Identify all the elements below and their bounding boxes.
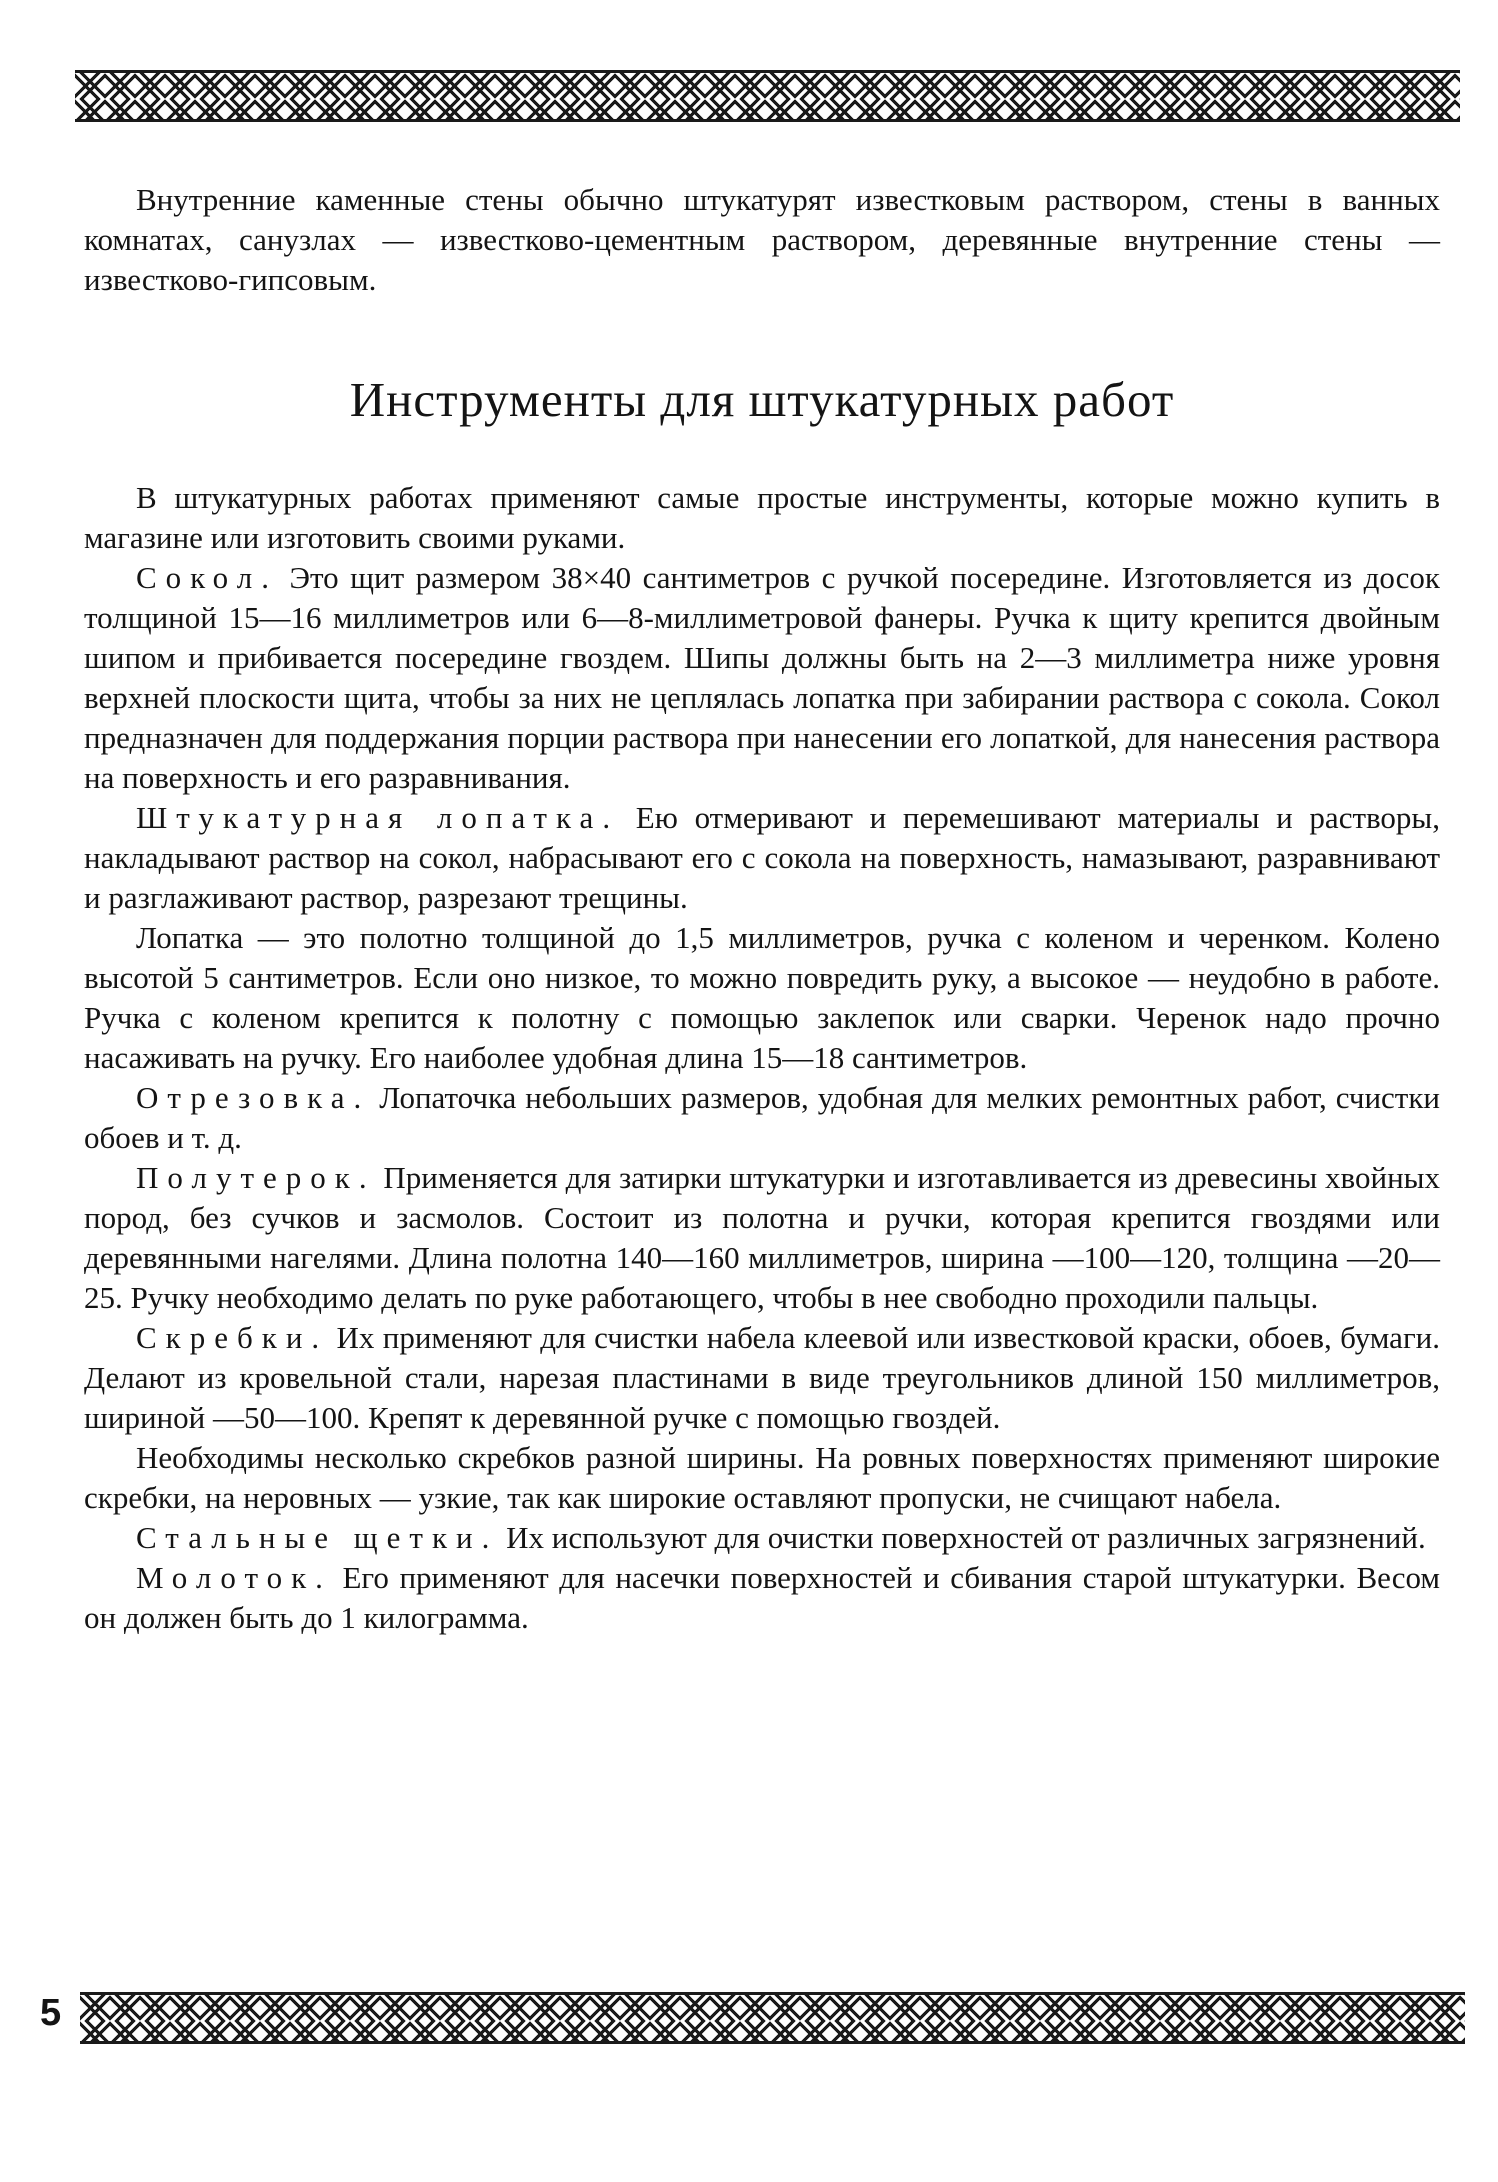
term-hammer: Молоток. — [136, 1560, 332, 1595]
page-content — [84, 180, 1440, 1638]
paragraph-text: Ею отмеривают и перемешивают материалы и растворы, накладывают раствор на сокол, набрасывают его с сокола на поверхность, намазывают, разравнивают и разглаживают раствор, разрезают трещины. — [84, 800, 1440, 915]
decorative-border-bottom — [80, 1992, 1465, 2044]
paragraph-text: Их используют для очистки поверхностей от различных загрязнений. — [498, 1520, 1426, 1555]
paragraph-text: Это щит размером 38×40 сантиметров с ручкой посередине. Изготовляется из досок толщиной 15—16 миллиметров или 6—8-миллиметровой фанеры. Ручка к щиту крепится двойным шипом и прибивается посередине гвоздем. Шипы должны быть на 2—3 миллиметра ниже уровня верхней плоскости щита, чтобы за них не цеплялась лопатка при забирании раствора с сокола. Сокол предназначен для поддержания порции раствора при нанесении его лопаткой, для нанесения раствора на поверхность и его разравнивания. — [84, 560, 1440, 795]
paragraph-text: Лопатка — это полотно толщиной до 1,5 миллиметров, ручка с коленом и черенком. Колено высотой 5 сантиметров. Если оно низкое, то можно повредить руку, а высокое — неудобно в работе. Ручка с коленом крепится к полотну с помощью заклепок или сварки. Черенок надо прочно насаживать на ручку. Его наиболее удобная длина 15—18 сантиметров. — [84, 920, 1440, 1075]
paragraph-text: Их применяют для счистки набела клеевой или известковой краски, обоев, бумаги. Делают из кровельной стали, нарезая пластинами в виде треугольников длиной 150 миллиметров, шириной —50—100. Крепят к деревянной ручке с помощью гвоздей. — [84, 1320, 1440, 1435]
paragraph-trowel-details — [84, 918, 1440, 1078]
paragraph-text: Необходимы несколько скребков разной ширины. На ровных поверхностях применяют широкие скребки, на неровных — узкие, так как широкие оставляют пропуски, не счищают набела. — [84, 1440, 1440, 1515]
paragraph-text: В штукатурных работах применяют самые простые инструменты, которые можно купить в магазине или изготовить своими руками. — [84, 480, 1440, 555]
term-otrezovka: Отрезовка. — [136, 1080, 371, 1115]
paragraph-steel-brushes — [84, 1518, 1440, 1558]
term-trowel: Штукатурная лопатка. — [136, 800, 620, 835]
paragraph-otrezovka — [84, 1078, 1440, 1158]
paragraph-scrapers — [84, 1318, 1440, 1438]
paragraph-poluterok — [84, 1158, 1440, 1318]
paragraph-scrapers-details — [84, 1438, 1440, 1518]
section-heading: Инструменты для штукатурных работ — [349, 372, 1175, 427]
paragraph-text: Его применяют для насечки поверхностей и сбивания старой штукатурки. Весом он должен быть до 1 килограмма. — [84, 1560, 1440, 1635]
term-sokol: Сокол. — [136, 560, 278, 595]
term-scrapers: Скребки. — [136, 1320, 329, 1355]
decorative-border-top — [75, 70, 1460, 122]
paragraph-trowel — [84, 798, 1440, 918]
paragraph-text: Лопаточка небольших размеров, удобная для мелких ремонтных работ, счистки обоев и т. д. — [84, 1080, 1440, 1155]
term-poluterok: Полутерок. — [136, 1160, 376, 1195]
paragraph-hammer — [84, 1558, 1440, 1638]
term-steel-brushes: Стальные щетки. — [136, 1520, 499, 1555]
paragraph-text: Применяется для затирки штукатурки и изготавливается из древесины хвойных пород, без сучков и засмолов. Состоит из полотна и ручки, которая крепится гвоздями или деревянными нагелями. Длина полотна 140—160 миллиметров, ширина —100—120, толщина —20—25. Ручку необходимо делать по руке работающего, чтобы в нее свободно проходили пальцы. — [84, 1160, 1440, 1315]
intro-paragraph: Внутренние каменные стены обычно штукатурят известковым раствором, стены в ванных комнатах, санузлах — известково-цементным раствором, деревянные внутренние стены — известково-гипсовым. — [84, 182, 1440, 297]
page-number: 5 — [40, 1992, 62, 2034]
paragraph-sokol — [84, 558, 1440, 798]
paragraph-tools-intro — [84, 478, 1440, 558]
